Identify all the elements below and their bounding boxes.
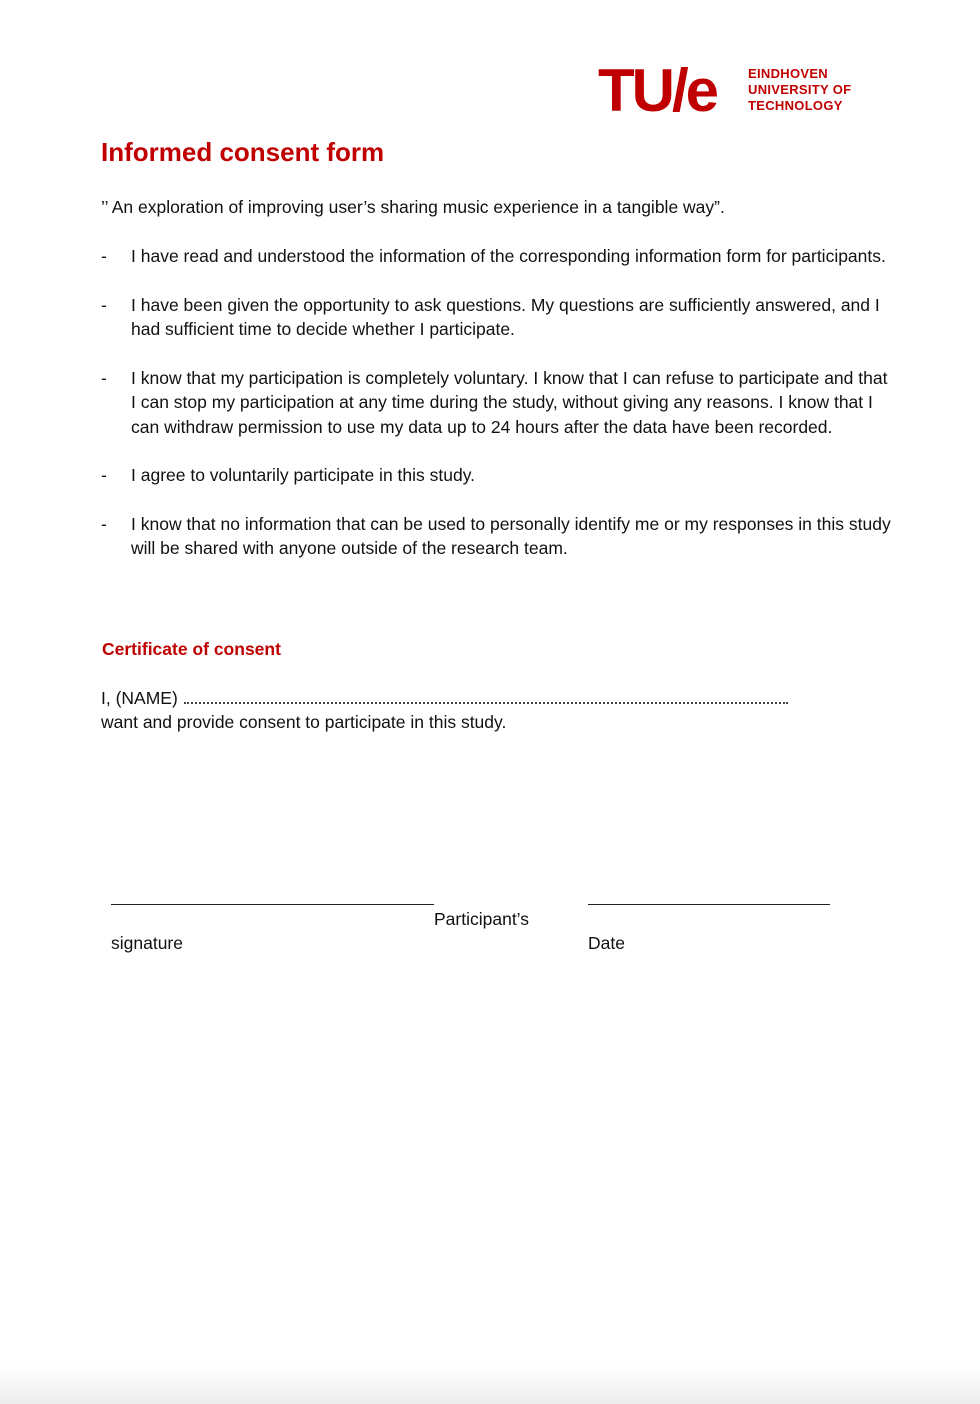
- consent-statement: [101, 293, 891, 342]
- consent-statement: [101, 512, 891, 561]
- name-line: [101, 686, 788, 710]
- consent-statement: [101, 366, 891, 440]
- logo-line-3: TECHNOLOGY: [748, 98, 843, 113]
- statement-text: I have read and understood the information of the corresponding information form for participants.: [131, 246, 886, 266]
- signature-line[interactable]: [111, 904, 434, 905]
- tue-logo: [598, 57, 878, 124]
- consent-text: want and provide consent to participate in this study.: [101, 712, 507, 732]
- statement-text: I have been given the opportunity to ask questions. My questions are sufficiently answered, and I had sufficient time to decide whether I participate.: [131, 294, 880, 339]
- name-prefix: I, (NAME): [101, 688, 178, 708]
- bullet-dash: -: [101, 367, 107, 388]
- date-line[interactable]: [588, 904, 830, 905]
- consent-statement: [101, 244, 891, 269]
- logo-line-2: UNIVERSITY OF: [748, 82, 852, 97]
- consent-statement: [101, 463, 891, 488]
- bullet-dash: -: [101, 465, 107, 485]
- date-label: Date: [588, 933, 625, 953]
- bullet-dash: -: [101, 513, 107, 534]
- statement-text: I agree to voluntarily participate in this study.: [131, 465, 476, 485]
- participants-label: Participant’s: [434, 909, 530, 929]
- study-title: ’’ An exploration of improving user’s sharing music experience in a tangible way”.: [101, 197, 725, 217]
- logo-text: [748, 66, 851, 114]
- page-bottom-shade: [0, 1364, 980, 1404]
- signature-label: signature: [111, 933, 183, 953]
- bullet-dash: -: [101, 246, 107, 266]
- name-fill-field[interactable]: [184, 690, 788, 704]
- consent-statements: [101, 244, 891, 585]
- statement-text: I know that no information that can be used to personally identify me or my responses in this study will be shared with anyone outside of the research team.: [131, 513, 891, 558]
- logo-line-1: EINDHOVEN: [748, 66, 828, 81]
- bullet-dash: -: [101, 294, 107, 315]
- page-title: Informed consent form: [101, 137, 385, 167]
- logo-mark: TU/e: [598, 57, 717, 124]
- certificate-heading: Certificate of consent: [102, 639, 281, 659]
- statement-text: I know that my participation is completely voluntary. I know that I can refuse to participate and that I can stop my participation at any time during the study, without giving any reasons. I know that I can withdraw permission to use my data up to 24 hours after the data have been recorded.: [131, 367, 888, 437]
